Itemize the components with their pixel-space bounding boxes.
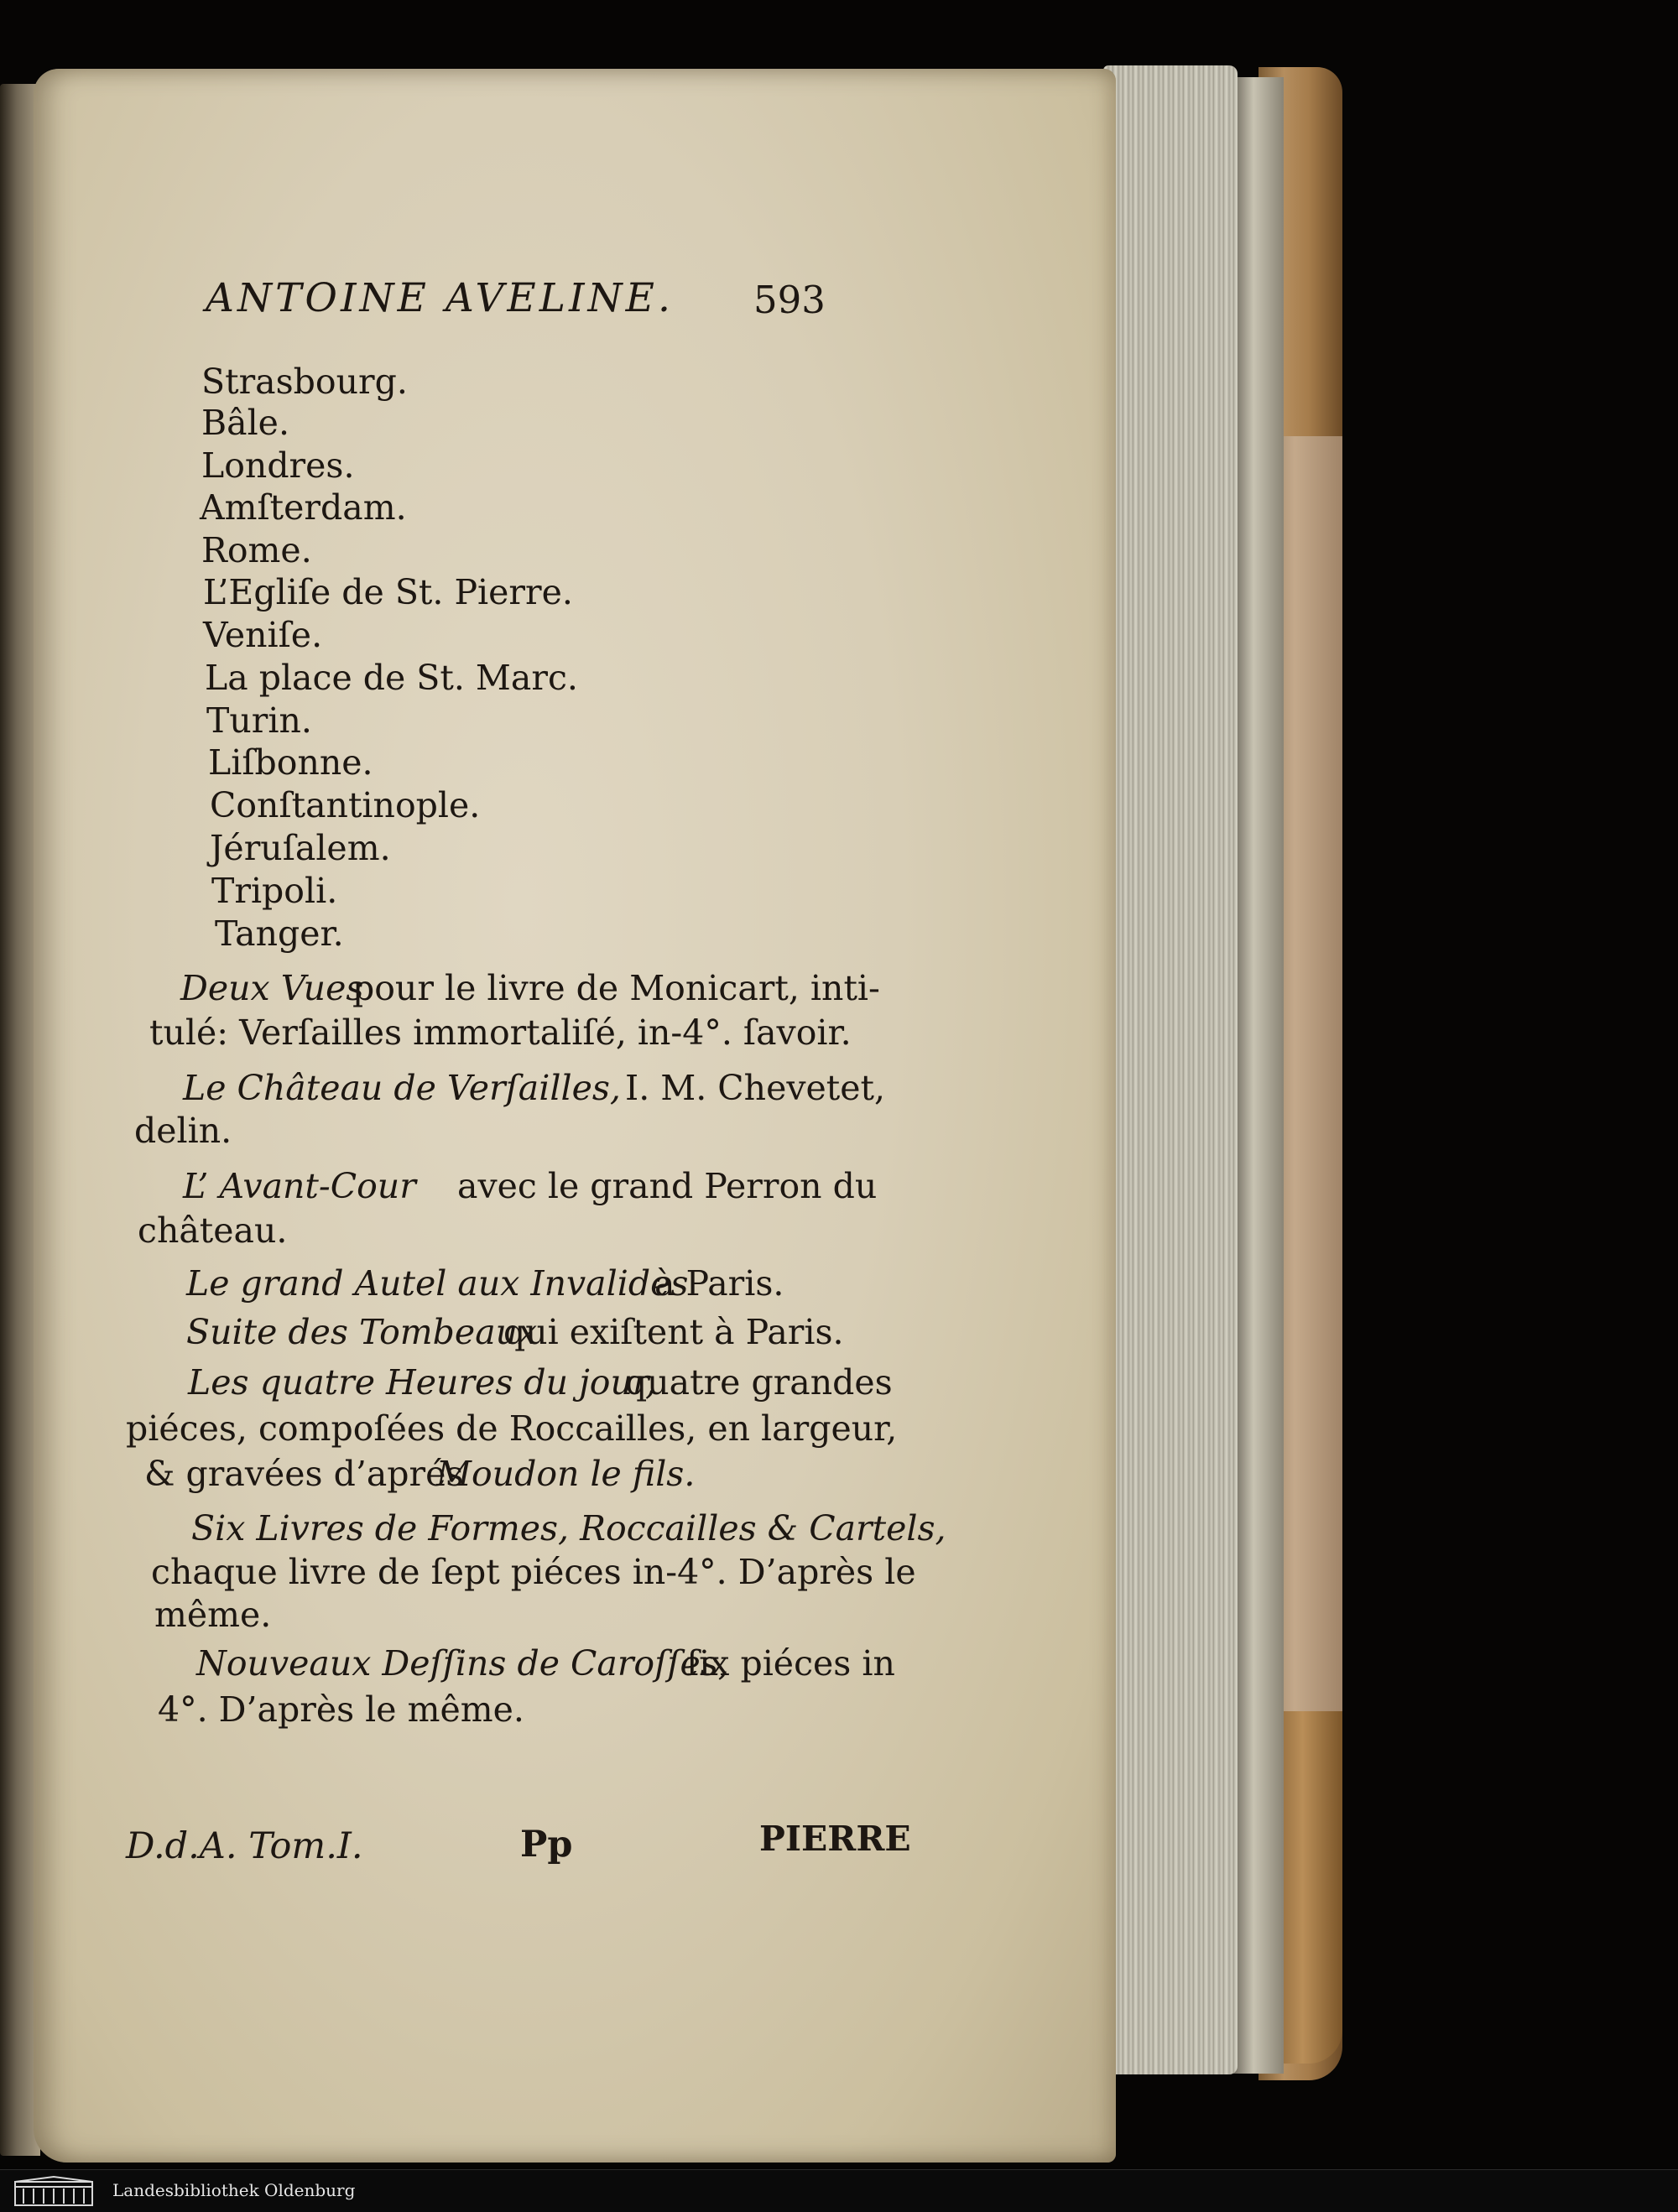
signature-mark: D.d.A. Tom.I. <box>126 1825 363 1867</box>
entry-text: chaque livre de ſept piéces in-4°. D’après le <box>151 1552 916 1592</box>
entry-text: quatre grandes <box>625 1362 893 1403</box>
entry-text: pour le livre de Monicart, inti- <box>352 968 880 1008</box>
entry-text: piéces, compoſées de Roccailles, en largeur, <box>126 1408 898 1449</box>
list-item: Veniſe. <box>203 615 323 655</box>
entry-title: Nouveaux Deſſins de Caroſſes, <box>196 1643 729 1684</box>
entry-text: ſix piéces in <box>686 1643 895 1684</box>
list-item: Bâle. <box>201 403 289 443</box>
list-item: Strasbourg. <box>201 362 408 402</box>
entry-text: & gravées d’aprés <box>144 1454 464 1494</box>
entry-text: qui exiſtent à Paris. <box>503 1312 844 1352</box>
entry-title: L’ Avant-Cour <box>183 1166 416 1206</box>
entry-text: tulé: Verſailles immortaliſé, in-4°. ſavoir. <box>149 1012 852 1053</box>
entry-title: Le grand Autel aux Invalides <box>186 1263 689 1304</box>
entry-text: I. M. Chevetet, <box>625 1068 886 1108</box>
list-item: L’Egliſe de St. Pierre. <box>203 572 573 612</box>
list-item: Conſtantinople. <box>210 785 481 825</box>
library-footer <box>0 2169 1678 2212</box>
page-number: 593 <box>753 278 826 322</box>
entry-title: Six Livres de Formes, Roccailles & Cartels, <box>191 1508 946 1548</box>
entry-title: Le Château de Verſailles, <box>183 1068 621 1108</box>
list-item: Jéruſalem. <box>210 828 391 868</box>
entry-title: Les quatre Heures du jour, <box>188 1362 657 1403</box>
running-head: ANTOINE AVELINE. <box>206 275 674 321</box>
list-item: Londres. <box>201 445 355 486</box>
page-edges-inner <box>1233 77 1284 2074</box>
list-item: Tripoli. <box>211 871 338 911</box>
list-item: Amſterdam. <box>200 487 407 528</box>
list-item: La place de St. Marc. <box>205 658 578 698</box>
entry-text: delin. <box>134 1111 232 1151</box>
gathering-mark: Pp <box>520 1824 573 1866</box>
page-edges-stack <box>1103 65 1238 2074</box>
list-item: Liſbonne. <box>208 742 373 783</box>
list-item: Turin. <box>206 700 312 741</box>
entry-text: 4°. D’après le même. <box>158 1689 524 1730</box>
entry-text: avec le grand Perron du <box>457 1166 878 1206</box>
library-building-icon <box>12 2175 96 2207</box>
entry-text: à Paris. <box>654 1263 784 1304</box>
entry-text: même. <box>154 1595 272 1635</box>
entry-title: Suite des Tombeaux <box>186 1312 538 1352</box>
list-item: Tanger. <box>215 913 344 954</box>
library-label: Landesbibliothek Oldenburg <box>112 2180 356 2200</box>
entry-title: Deux Vues <box>180 968 364 1008</box>
catchword: PIERRE <box>759 1819 911 1859</box>
entry-text: château. <box>138 1210 288 1251</box>
entry-title: Moudon le fils. <box>436 1454 696 1494</box>
list-item: Rome. <box>201 530 312 570</box>
